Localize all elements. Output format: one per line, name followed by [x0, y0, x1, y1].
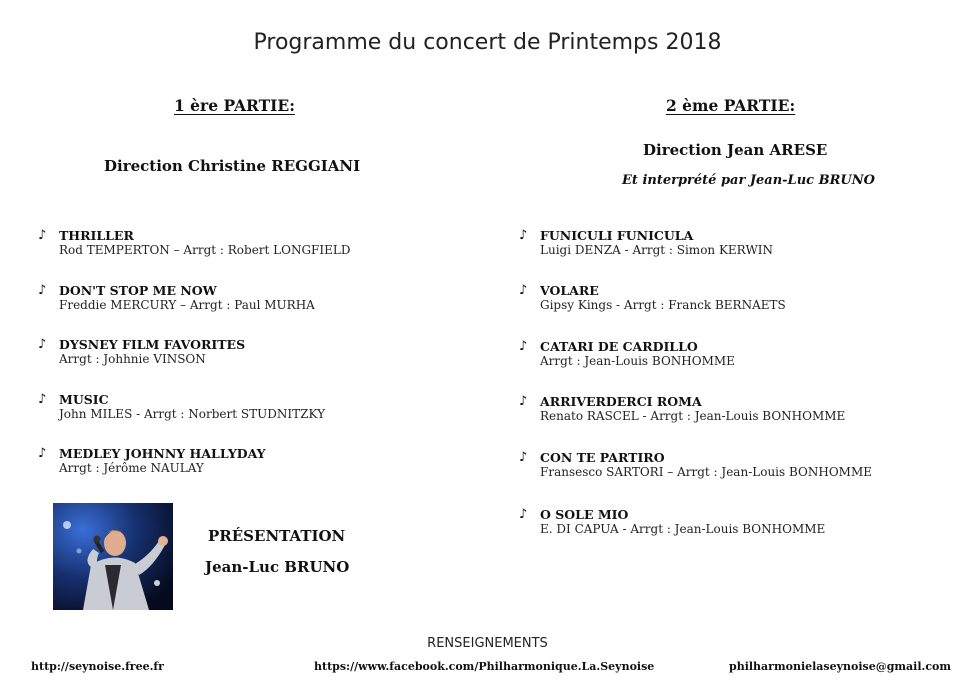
part1-direction: Direction Christine REGGIANI	[104, 157, 361, 175]
part2-heading: 2 ème PARTIE:	[666, 96, 796, 115]
song-credit: Arrgt : Jean-Louis BONHOMME	[540, 354, 735, 368]
presentation-label: PRÉSENTATION	[208, 527, 346, 545]
song-title: O SOLE MIO	[540, 506, 629, 522]
music-note-icon: ♪	[519, 282, 528, 298]
song-credit: Gipsy Kings - Arrgt : Franck BERNAETS	[540, 297, 786, 312]
music-note-icon: ♪	[519, 228, 528, 243]
song-credit: Renato RASCEL - Arrgt : Jean-Louis BONHOMME	[540, 408, 846, 423]
song-credit: Rod TEMPERTON – Arrgt : Robert LONGFIELD	[59, 243, 351, 257]
music-note-icon: ♪	[519, 506, 528, 522]
music-note-icon: ♪	[519, 393, 528, 409]
email-link[interactable]: philharmonielaseynoise@gmail.com	[729, 660, 952, 673]
page-title: Programme du concert de Printemps 2018	[253, 30, 722, 55]
part2-direction: Direction Jean ARESE	[643, 141, 828, 159]
music-note-icon: ♪	[519, 449, 528, 465]
song-title: FUNICULI FUNICULA	[540, 228, 694, 243]
song-credit: Arrgt : Jérôme NAULAY	[59, 461, 204, 475]
music-note-icon: ♪	[38, 446, 47, 461]
song-title: DYSNEY FILM FAVORITES	[59, 337, 246, 352]
song-title: MEDLEY JOHNNY HALLYDAY	[59, 446, 266, 461]
performer-photo	[53, 503, 173, 610]
song-title: CON TE PARTIRO	[540, 449, 665, 465]
song-title: MUSIC	[59, 391, 109, 407]
facebook-link[interactable]: https://www.facebook.com/Philharmonique.La.Seynoise	[314, 660, 655, 673]
song-credit: Arrgt : Johhnie VINSON	[59, 352, 206, 366]
music-note-icon: ♪	[519, 339, 528, 354]
website-link[interactable]: http://seynoise.free.fr	[31, 660, 164, 673]
song-title: DON'T STOP ME NOW	[59, 282, 217, 298]
music-note-icon: ♪	[38, 282, 47, 298]
part1-heading: 1 ère PARTIE:	[174, 96, 295, 115]
song-credit: Luigi DENZA - Arrgt : Simon KERWIN	[540, 243, 774, 257]
song-title: THRILLER	[59, 228, 134, 243]
song-title: VOLARE	[540, 282, 599, 298]
song-title: ARRIVERDERCI ROMA	[540, 393, 702, 409]
song-credit: John MILES - Arrgt : Norbert STUDNITZKY	[59, 406, 326, 421]
song-credit: Freddie MERCURY – Arrgt : Paul MURHA	[59, 297, 315, 312]
music-note-icon: ♪	[38, 228, 47, 243]
footer-label: RENSEIGNEMENTS	[427, 636, 548, 651]
song-credit: E. DI CAPUA - Arrgt : Jean-Louis BONHOMME	[540, 521, 826, 536]
song-title: CATARI DE CARDILLO	[540, 339, 698, 354]
song-credit: Fransesco SARTORI – Arrgt : Jean-Louis BONHOMME	[540, 464, 872, 479]
part2-subtitle: Et interprété par Jean-Luc BRUNO	[622, 173, 875, 188]
music-note-icon: ♪	[38, 391, 47, 407]
presenter-name: Jean-Luc BRUNO	[205, 558, 350, 576]
music-note-icon: ♪	[38, 337, 47, 352]
